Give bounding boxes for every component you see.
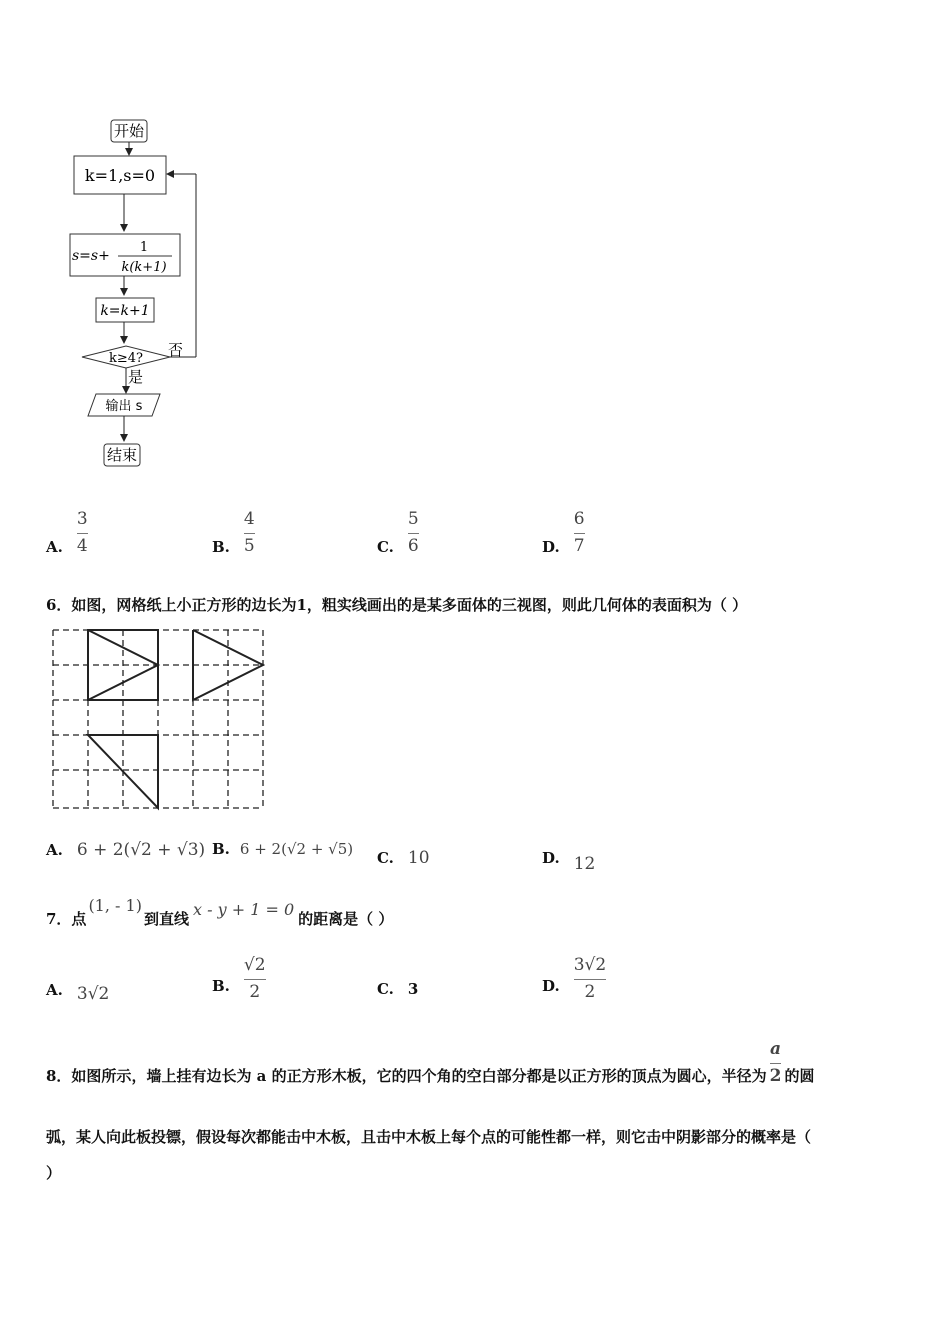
q6-option-b-value: 6 + 2(√2 + √5) [239,840,354,858]
q6-option-a[interactable] [46,840,205,860]
q8-line2: 弧，某人向此板投镖，假设每次都能击中木板，且击中木板上每个点的可能性都一样，则它击中阴影部分的概率是（ [46,1128,812,1146]
q8-radius-frac: $\frac{a}{2}$ [769,1039,782,1086]
flow-yes-label: 是 [128,368,144,386]
q5-option-c[interactable] [377,510,419,556]
q7-option-d[interactable] [542,956,606,1002]
q6-option-a-value: 6 + 2(√2 + √3) [76,840,206,860]
three-view-grid [51,628,265,812]
q6-option-b-letter: B. [212,840,230,858]
flow-update-k-text: k=k+1 [100,303,150,319]
q7-option-a-value: 3√2 [76,984,110,1004]
q8-line3: ） [46,1164,62,1182]
q5-option-d-letter: D. [542,538,560,557]
flow-update-s-num: 1 [139,240,149,255]
q7-mid: 到直线 [143,910,189,928]
q6-option-a-letter: A. [46,841,63,859]
q5-option-b-letter: B. [212,538,230,557]
q5-option-d[interactable] [542,510,585,556]
q8-part1: 8．如图所示，墙上挂有边长为 a 的正方形木板，它的四个角的空白部分都是以正方形的顶点为圆心，半径为 [46,1066,767,1085]
q5-option-c-letter: C. [377,538,394,557]
flow-condition-text: k≥4? [108,351,144,366]
q7-text [46,896,393,929]
q7-option-b[interactable] [212,956,266,1002]
q7-option-a[interactable] [46,980,110,1004]
flow-init-text: k=1,s=0 [84,166,156,185]
q6-option-b[interactable] [212,840,353,858]
q6-option-c-value: 10 [407,848,430,868]
q5-option-b-frac: $\frac{4}{5}$ [243,509,255,556]
q6-option-c[interactable] [377,848,430,868]
flow-start-text: 开始 [113,122,145,140]
q6-option-d-letter: D. [542,849,560,867]
q7-point: (1, - 1) [88,896,142,915]
q5-option-c-frac: $\frac{5}{6}$ [407,509,419,556]
flowchart [60,110,260,480]
q5-option-b[interactable] [212,510,255,556]
q7-option-d-letter: D. [542,977,560,996]
q7-prefix: 7．点 [46,910,87,928]
flow-output-text: 输出 s [105,399,143,414]
q7-option-b-frac: $\frac{√2}{2}$ [243,955,266,1002]
q7-option-c[interactable] [377,980,418,998]
q7-option-b-letter: B. [212,977,230,996]
q7-option-c-value: 3 [407,980,419,998]
q6-option-c-letter: C. [377,849,394,867]
q7-option-d-frac: $\frac{3√2}{2}$ [573,955,607,1002]
q7-line: x - y + 1 = 0 [192,900,295,919]
q6-option-d[interactable] [542,848,596,874]
q5-option-a-letter: A. [46,538,63,557]
q7-option-a-letter: A. [46,981,63,999]
flow-end-text: 结束 [106,446,138,464]
flow-update-s-den: k(k+1) [121,260,167,275]
q7-option-c-letter: C. [377,980,394,998]
q5-option-a-frac: $\frac{3}{4}$ [76,509,88,556]
q6-option-d-value: 12 [573,854,596,874]
flow-no-label: 否 [168,341,184,359]
q6-text: 6．如图，网格纸上小正方形的边长为1，粗实线画出的是某多面体的三视图，则此几何体的表面积为（ ） [46,596,748,614]
flow-update-s-lhs: s=s+ [72,248,110,264]
q8-line1 [46,1040,814,1086]
q5-option-a[interactable] [46,510,88,556]
q7-suffix: 的距离是（ ） [298,910,394,928]
q5-option-d-frac: $\frac{6}{7}$ [573,509,585,556]
q8-part2: 的圆 [784,1066,815,1085]
